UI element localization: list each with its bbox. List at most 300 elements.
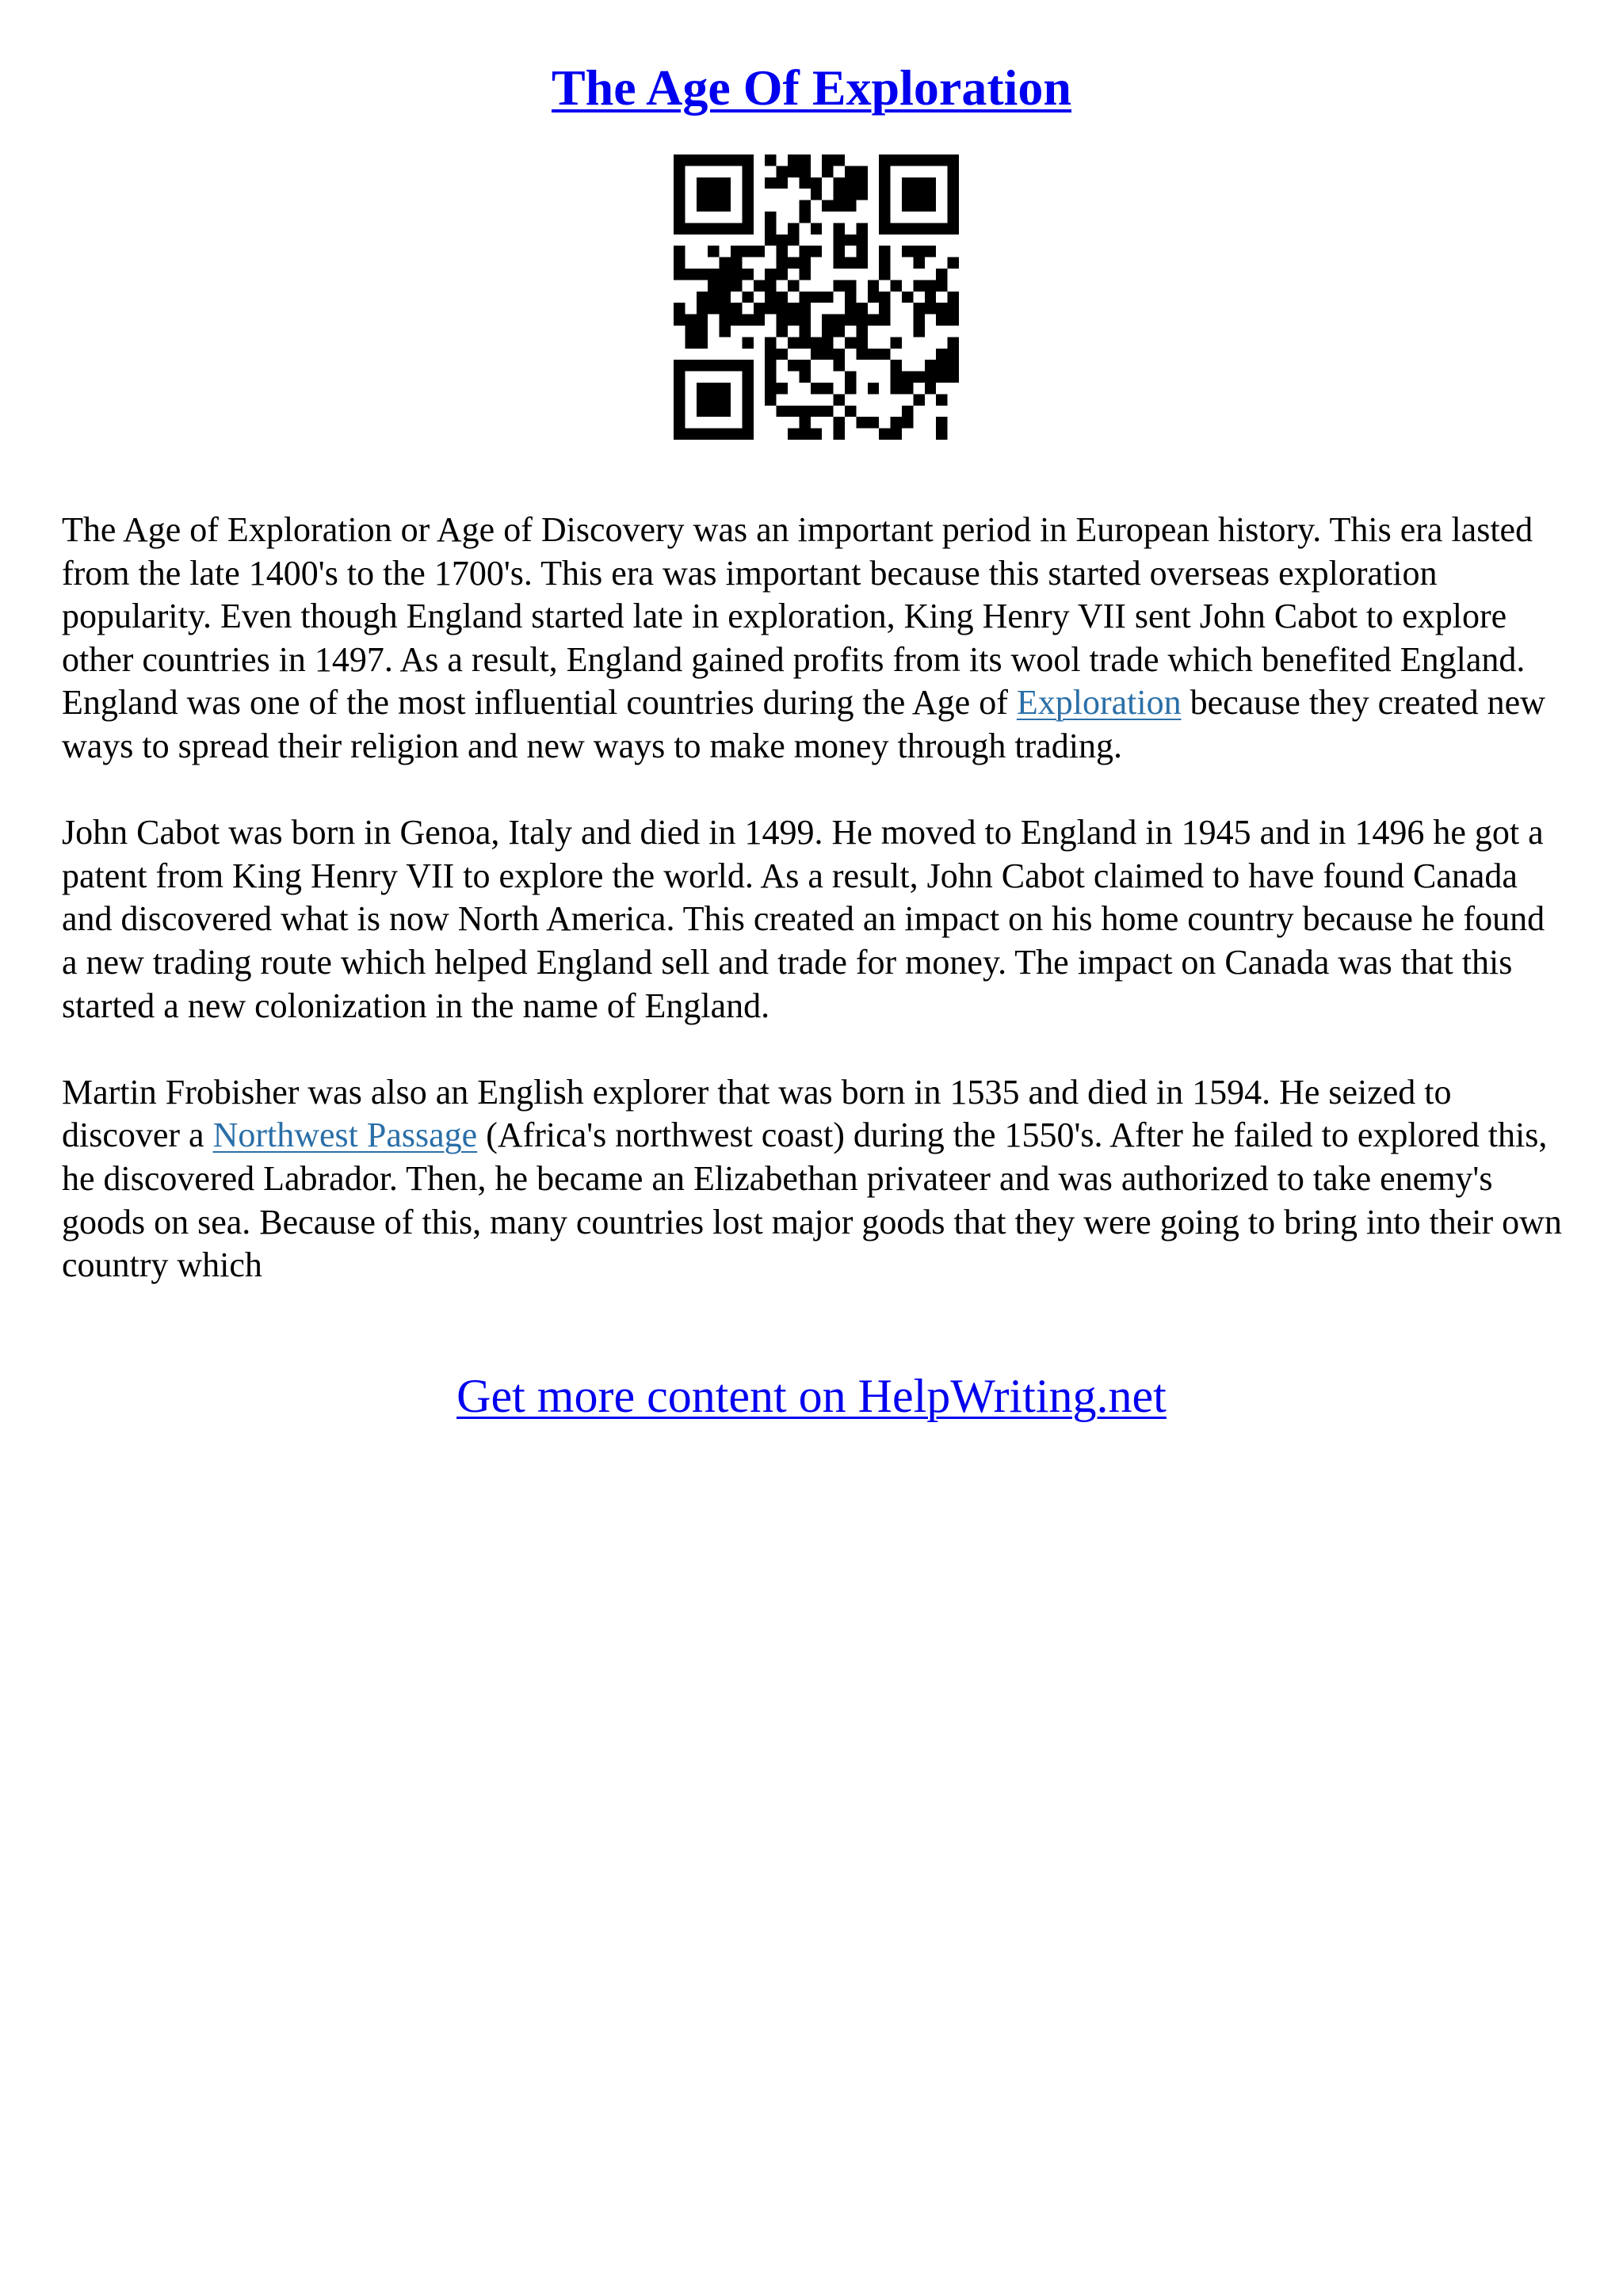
qr-module xyxy=(936,223,947,234)
qr-module xyxy=(948,337,959,348)
paragraph-2: John Cabot was born in Genoa, Italy and died in 1499. He moved to England in 1945 and in 1496 he got a patent from King Henry VII to explore the world. As a result, John Cabot claimed to have found Canada and discovered what is now North America. This created an impact on his home country because he found a new trading route which helped England sell and trade for money. The impact on Canada was that this started a new colonization in the name of England. xyxy=(62,813,1545,1025)
qr-module xyxy=(845,257,856,269)
page-title xyxy=(0,54,1623,122)
qr-module xyxy=(902,292,913,303)
qr-module xyxy=(697,200,708,212)
qr-module xyxy=(765,360,776,371)
qr-module xyxy=(685,223,696,234)
qr-module xyxy=(799,372,810,383)
qr-module xyxy=(868,383,879,394)
qr-module xyxy=(879,292,890,303)
paragraph-3-text-start: Martin Frobisher was also an English explorer that was born in 1535 and died in 1594. He seized to discover a xyxy=(62,1072,1452,1155)
qr-module xyxy=(948,257,959,269)
qr-module xyxy=(777,349,788,360)
qr-module xyxy=(708,303,719,314)
qr-module xyxy=(742,372,753,383)
qr-module xyxy=(936,360,947,371)
qr-module xyxy=(913,315,924,326)
qr-module xyxy=(913,177,924,189)
qr-module xyxy=(913,326,924,337)
qr-module xyxy=(708,383,719,394)
qr-module xyxy=(697,360,708,371)
qr-module xyxy=(948,189,959,200)
qr-module xyxy=(913,257,924,269)
qr-module xyxy=(708,223,719,234)
qr-module xyxy=(777,269,788,280)
qr-module xyxy=(765,394,776,405)
qr-module xyxy=(697,154,708,166)
qr-module xyxy=(788,154,799,166)
qr-module xyxy=(697,315,708,326)
qr-module xyxy=(925,360,936,371)
qr-module xyxy=(811,292,822,303)
qr-module xyxy=(936,349,947,360)
qr-module xyxy=(731,280,742,291)
qr-module xyxy=(777,246,788,257)
qr-module xyxy=(891,154,902,166)
qr-module xyxy=(742,200,753,212)
qr-module xyxy=(777,406,788,417)
qr-module xyxy=(742,212,753,223)
qr-module xyxy=(822,349,833,360)
qr-module xyxy=(742,292,753,303)
qr-module xyxy=(720,315,731,326)
qr-module xyxy=(845,406,856,417)
qr-module xyxy=(765,212,776,223)
title-link[interactable]: The Age Of Exploration xyxy=(551,59,1072,116)
qr-module xyxy=(799,406,810,417)
qr-module xyxy=(674,166,685,177)
qr-module xyxy=(777,292,788,303)
qr-module xyxy=(674,417,685,428)
qr-module xyxy=(845,337,856,348)
qr-module xyxy=(879,154,890,166)
qr-module xyxy=(834,280,845,291)
qr-module xyxy=(731,303,742,314)
qr-module xyxy=(891,417,902,428)
qr-module xyxy=(720,257,731,269)
qr-module xyxy=(879,212,890,223)
qr-module xyxy=(822,292,833,303)
qr-module xyxy=(697,429,708,440)
qr-module xyxy=(765,154,776,166)
qr-module xyxy=(811,406,822,417)
qr-module xyxy=(799,246,810,257)
qr-module xyxy=(788,235,799,246)
paragraph-1 xyxy=(62,509,1568,769)
qr-module xyxy=(891,223,902,234)
qr-module xyxy=(936,154,947,166)
qr-module xyxy=(799,177,810,189)
qr-module xyxy=(765,349,776,360)
qr-module xyxy=(936,280,947,291)
qr-module xyxy=(913,154,924,166)
qr-module xyxy=(742,177,753,189)
qr-module xyxy=(799,326,810,337)
qr-module xyxy=(845,200,856,212)
qr-module xyxy=(856,246,867,257)
qr-module xyxy=(720,429,731,440)
qr-module xyxy=(948,154,959,166)
qr-module xyxy=(856,235,867,246)
qr-module xyxy=(674,429,685,440)
qr-module xyxy=(902,189,913,200)
qr-module xyxy=(879,315,890,326)
qr-module xyxy=(902,417,913,428)
qr-module xyxy=(674,246,685,257)
qr-module xyxy=(788,315,799,326)
qr-module xyxy=(788,166,799,177)
qr-module xyxy=(731,269,742,280)
qr-module xyxy=(948,292,959,303)
qr-module xyxy=(936,417,947,428)
qr-module xyxy=(834,394,845,405)
qr-module xyxy=(879,177,890,189)
qr-module xyxy=(834,235,845,246)
qr-module xyxy=(708,280,719,291)
qr-module xyxy=(834,360,845,371)
qr-module xyxy=(731,246,742,257)
qr-module xyxy=(845,315,856,326)
qr-module xyxy=(674,394,685,405)
qr-module xyxy=(742,223,753,234)
qr-module xyxy=(879,200,890,212)
qr-module xyxy=(868,349,879,360)
qr-module xyxy=(856,223,867,234)
qr-module xyxy=(708,406,719,417)
qr-module xyxy=(765,303,776,314)
qr-module xyxy=(799,417,810,428)
qr-module xyxy=(845,189,856,200)
qr-module xyxy=(925,200,936,212)
qr-module xyxy=(799,257,810,269)
qr-module xyxy=(697,337,708,348)
qr-module xyxy=(685,337,696,348)
qr-module xyxy=(936,394,947,405)
paragraph-3-text-end: (Africa's northwest coast) during the 1550's. After he failed to explored this, he discovered Labrador. Then, he became an Elizabethan privateer and was authorized to take enemy's goods on sea. Because of this, many countries lost major goods that they were going to bring into their own country which xyxy=(62,1116,1562,1285)
qr-module xyxy=(811,246,822,257)
qr-module xyxy=(834,315,845,326)
qr-module xyxy=(845,292,856,303)
qr-module xyxy=(879,189,890,200)
qr-module xyxy=(685,269,696,280)
qr-module xyxy=(902,246,913,257)
qr-module xyxy=(913,303,924,314)
qr-module xyxy=(754,315,765,326)
qr-module xyxy=(834,246,845,257)
qr-module xyxy=(948,200,959,212)
qr-module xyxy=(948,223,959,234)
qr-module xyxy=(674,177,685,189)
qr-module xyxy=(765,280,776,291)
qr-module xyxy=(720,292,731,303)
qr-module xyxy=(891,360,902,371)
qr-module xyxy=(742,337,753,348)
qr-module xyxy=(788,406,799,417)
qr-module xyxy=(731,360,742,371)
qr-module xyxy=(834,257,845,269)
northwest-passage-link[interactable]: Northwest Passage xyxy=(212,1116,478,1155)
qr-module xyxy=(720,303,731,314)
qr-module xyxy=(742,406,753,417)
qr-module xyxy=(913,200,924,212)
qr-module xyxy=(674,303,685,314)
qr-module xyxy=(720,200,731,212)
qr-module xyxy=(720,406,731,417)
qr-module xyxy=(879,223,890,234)
qr-module xyxy=(856,303,867,314)
qr-module xyxy=(845,280,856,291)
qr-module xyxy=(799,360,810,371)
qr-module xyxy=(742,269,753,280)
qr-module xyxy=(765,269,776,280)
qr-module xyxy=(731,429,742,440)
qr-module xyxy=(799,166,810,177)
qr-module xyxy=(731,257,742,269)
qr-module xyxy=(902,200,913,212)
qr-module xyxy=(742,429,753,440)
qr-module xyxy=(765,177,776,189)
qr-module xyxy=(720,360,731,371)
helpwriting-link[interactable]: Get more content on HelpWriting.net xyxy=(456,1370,1167,1422)
qr-module xyxy=(799,337,810,348)
qr-module xyxy=(845,235,856,246)
qr-module xyxy=(720,189,731,200)
exploration-link[interactable]: Exploration xyxy=(1016,683,1182,723)
qr-module xyxy=(891,337,902,348)
qr-code-icon xyxy=(674,154,959,440)
qr-module xyxy=(902,406,913,417)
qr-module xyxy=(720,280,731,291)
qr-module xyxy=(834,154,845,166)
qr-module xyxy=(697,383,708,394)
qr-module xyxy=(811,429,822,440)
qr-module xyxy=(777,326,788,337)
qr-module xyxy=(891,429,902,440)
qr-module xyxy=(777,315,788,326)
qr-module xyxy=(720,223,731,234)
qr-module xyxy=(777,383,788,394)
qr-module xyxy=(925,372,936,383)
qr-module xyxy=(742,360,753,371)
qr-module xyxy=(856,257,867,269)
qr-module xyxy=(856,326,867,337)
qr-module xyxy=(845,166,856,177)
qr-module xyxy=(948,349,959,360)
qr-module xyxy=(925,189,936,200)
qr-module xyxy=(708,177,719,189)
qr-module xyxy=(731,154,742,166)
qr-module xyxy=(742,166,753,177)
qr-module xyxy=(879,349,890,360)
qr-module xyxy=(685,154,696,166)
qr-module xyxy=(788,280,799,291)
qr-module xyxy=(834,189,845,200)
qr-module xyxy=(674,189,685,200)
qr-module xyxy=(777,235,788,246)
qr-module xyxy=(765,223,776,234)
qr-module xyxy=(834,349,845,360)
qr-module xyxy=(731,315,742,326)
qr-module xyxy=(811,189,822,200)
qr-module xyxy=(765,372,776,383)
qr-module xyxy=(834,177,845,189)
qr-module xyxy=(811,337,822,348)
qr-module xyxy=(674,406,685,417)
qr-module xyxy=(913,394,924,405)
qr-module xyxy=(925,223,936,234)
qr-module xyxy=(754,246,765,257)
qr-module xyxy=(742,383,753,394)
qr-module xyxy=(845,303,856,314)
qr-module xyxy=(742,189,753,200)
qr-module xyxy=(822,406,833,417)
qr-module xyxy=(856,177,867,189)
qr-module xyxy=(811,177,822,189)
qr-module xyxy=(856,417,867,428)
qr-module xyxy=(720,154,731,166)
qr-module xyxy=(913,223,924,234)
qr-module xyxy=(697,189,708,200)
qr-module xyxy=(708,360,719,371)
qr-module xyxy=(799,269,810,280)
qr-module xyxy=(856,337,867,348)
qr-module xyxy=(902,223,913,234)
qr-module xyxy=(720,383,731,394)
qr-module xyxy=(777,166,788,177)
qr-module xyxy=(720,326,731,337)
qr-module xyxy=(811,383,822,394)
qr-module xyxy=(720,269,731,280)
qr-module xyxy=(708,292,719,303)
qr-module xyxy=(674,200,685,212)
article-body xyxy=(62,509,1568,1330)
qr-module xyxy=(799,212,810,223)
qr-module xyxy=(845,383,856,394)
qr-module xyxy=(925,280,936,291)
qr-module xyxy=(674,154,685,166)
qr-module xyxy=(674,372,685,383)
qr-module xyxy=(685,360,696,371)
qr-module xyxy=(948,166,959,177)
qr-module xyxy=(902,154,913,166)
qr-module xyxy=(879,303,890,314)
qr-module xyxy=(834,223,845,234)
qr-module xyxy=(948,177,959,189)
qr-module xyxy=(925,292,936,303)
qr-module xyxy=(708,200,719,212)
qr-module xyxy=(811,349,822,360)
qr-module xyxy=(913,246,924,257)
qr-module xyxy=(879,429,890,440)
qr-module xyxy=(936,429,947,440)
qr-module xyxy=(742,315,753,326)
qr-module xyxy=(697,269,708,280)
qr-module xyxy=(948,372,959,383)
paragraph-1-text-end: because they created new ways to spread their religion and new ways to make money through trading. xyxy=(62,683,1545,765)
qr-module xyxy=(742,246,753,257)
paragraph-3 xyxy=(62,1071,1568,1287)
qr-module xyxy=(925,246,936,257)
qr-module xyxy=(674,383,685,394)
qr-module xyxy=(913,372,924,383)
qr-module xyxy=(742,417,753,428)
qr-module xyxy=(765,383,776,394)
qr-module xyxy=(742,394,753,405)
qr-module xyxy=(697,406,708,417)
qr-module xyxy=(788,429,799,440)
paragraph-1-text-start: The Age of Exploration or Age of Discovery was an important period in European history. This era lasted from the late 1400's to the 1700's. This era was important because this started overseas exploration popularity. Even though England started late in exploration, King Henry VII sent John Cabot to explore other countries in 1497. As a result, England gained profits from its wool trade which benefited England. England was one of the most influential countries during the Age of xyxy=(62,510,1533,723)
qr-module xyxy=(788,360,799,371)
qr-module xyxy=(674,360,685,371)
qr-module xyxy=(708,429,719,440)
qr-module xyxy=(948,315,959,326)
qr-module xyxy=(708,154,719,166)
qr-module xyxy=(902,372,913,383)
qr-module xyxy=(891,372,902,383)
qr-module xyxy=(925,383,936,394)
qr-module xyxy=(799,154,810,166)
qr-module xyxy=(879,166,890,177)
qr-module xyxy=(936,372,947,383)
qr-module xyxy=(925,303,936,314)
qr-module xyxy=(765,337,776,348)
qr-module xyxy=(697,223,708,234)
qr-module xyxy=(754,303,765,314)
qr-module xyxy=(708,394,719,405)
qr-module xyxy=(834,429,845,440)
qr-module xyxy=(799,292,810,303)
qr-module xyxy=(913,189,924,200)
qr-module xyxy=(674,223,685,234)
qr-module xyxy=(788,223,799,234)
qr-module xyxy=(925,154,936,166)
qr-module xyxy=(856,349,867,360)
qr-module xyxy=(708,246,719,257)
qr-module xyxy=(674,212,685,223)
qr-module xyxy=(799,200,810,212)
qr-module xyxy=(777,177,788,189)
qr-module xyxy=(731,223,742,234)
qr-module xyxy=(936,315,947,326)
qr-module xyxy=(765,292,776,303)
qr-module xyxy=(697,292,708,303)
qr-module xyxy=(845,372,856,383)
qr-module xyxy=(777,257,788,269)
qr-module xyxy=(777,303,788,314)
qr-module xyxy=(674,315,685,326)
qr-module xyxy=(868,280,879,291)
qr-module xyxy=(788,303,799,314)
qr-module xyxy=(697,177,708,189)
qr-module xyxy=(799,303,810,314)
qr-module xyxy=(799,315,810,326)
qr-module xyxy=(822,383,833,394)
qr-module xyxy=(879,246,890,257)
qr-module xyxy=(708,269,719,280)
qr-module xyxy=(765,235,776,246)
qr-module xyxy=(948,212,959,223)
qr-module xyxy=(856,166,867,177)
qr-module xyxy=(674,257,685,269)
qr-code xyxy=(674,154,959,440)
qr-module xyxy=(742,154,753,166)
qr-module xyxy=(685,429,696,440)
qr-module xyxy=(720,177,731,189)
qr-module xyxy=(720,394,731,405)
footer xyxy=(0,1364,1623,1428)
qr-module xyxy=(902,383,913,394)
